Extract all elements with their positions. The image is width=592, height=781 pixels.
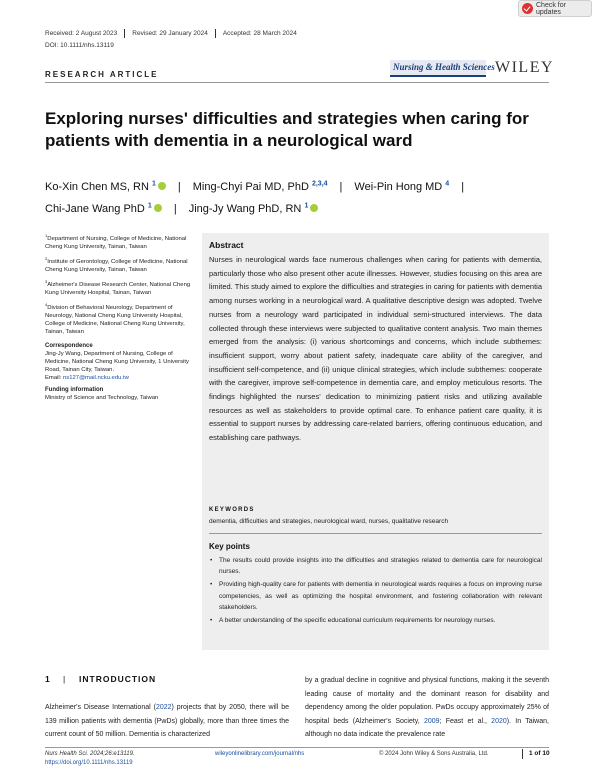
introduction-heading: 1 | INTRODUCTION	[45, 674, 157, 684]
journal-logo	[390, 60, 495, 77]
author[interactable]: Ming-Chyi Pai MD, PhD $^{2,3,4}$	[192, 180, 328, 193]
article-title: Exploring nurses' difficulties and strategies when caring for patients with dementia in a neurological ward	[45, 109, 529, 150]
affiliations-column	[45, 232, 191, 402]
keywords-heading: KEYWORDS	[209, 507, 255, 513]
received-date: Received: 2 August 2023	[45, 30, 118, 37]
author[interactable]: Chi-Jane Wang PhD $^1$	[45, 203, 162, 215]
citation-link[interactable]: 2009	[423, 717, 440, 725]
key-point: • A better understanding of the specific educational curriculum requirements for neurology nurses.	[209, 615, 542, 626]
header-divider	[45, 82, 549, 83]
article-dates	[45, 29, 304, 38]
check-updates-icon	[522, 3, 533, 14]
orcid-icon[interactable]	[158, 182, 166, 190]
citation-link[interactable]: 2022	[155, 704, 172, 711]
journal-logo-text: Nursing & Health Sciences	[393, 62, 495, 72]
introduction-text-left: Alzheimer's Disease International (2022) projects that by 2050, there will be 139 million patients with dementia (PwDs) globally, more than three times the current count of 50 million. Dementia is characterized	[45, 704, 289, 739]
accepted-date: Accepted: 28 March 2024	[215, 29, 304, 38]
footer-journal-citation: Nurs Health Sci. 2024;26:e13119.	[45, 751, 135, 757]
keywords-text: dementia, difficulties and strategies, neurological ward, nurses, qualitative research	[209, 518, 449, 525]
check-for-updates-button[interactable]	[518, 0, 592, 17]
email-link[interactable]: ns127@mail.ncku.edu.tw	[63, 374, 129, 381]
correspondence-text: Jing-Jy Wang, Department of Nursing, College of Medicine, National Cheng Kung University, 1 University Road, Tainan City, Taiwan.	[45, 350, 189, 373]
abstract-heading: Abstract	[209, 240, 244, 250]
section-number: 1	[45, 674, 51, 684]
author[interactable]: Wei-Pin Hong MD $^4$	[354, 180, 450, 193]
key-point: • The results could provide insights into the difficulties and strategies related to dementia care for neurological nurses.	[209, 555, 542, 577]
funding-text: Ministry of Science and Technology, Taiwan	[45, 394, 159, 401]
key-points-list	[209, 555, 542, 628]
introduction-text-right: by a gradual decline in cognitive and physical functions, making it the seventh leading cause of mortality and the dominant reason for disability and dependency among the older population. PwDs occupy approximately 25% of hospital beds (Alzheimer's Society, 2009; Feast et al., 2020). In Taiwan, although no data indicate the prevalence rate	[305, 677, 549, 739]
affiliation: $^3$Alzheimer's Disease Research Center, National Cheng Kung University Hospital, Tainan, Taiwan	[45, 278, 191, 296]
author[interactable]: Jing-Jy Wang PhD, RN $^1$	[189, 203, 319, 215]
affiliation: $^1$Department of Nursing, College of Medicine, National Cheng Kung University, Tainan, Taiwan	[45, 233, 187, 250]
funding-heading: Funding information	[45, 386, 104, 393]
doi: DOI: 10.1111/nhs.13119	[45, 42, 114, 49]
footer-copyright: © 2024 John Wiley & Sons Australia, Ltd.	[379, 751, 489, 757]
footer-doi-link[interactable]: https://doi.org/10.1111/nhs.13119	[45, 760, 133, 766]
correspondence-email: Email: ns127@mail.ncku.edu.tw	[45, 374, 129, 381]
section-title: INTRODUCTION	[79, 674, 157, 684]
orcid-icon[interactable]	[154, 204, 162, 212]
footer-journal-link[interactable]: wileyonlinelibrary.com/journal/nhs	[215, 751, 305, 757]
author[interactable]: Ko-Xin Chen MS, RN $^1$	[45, 181, 166, 193]
revised-date: Revised: 29 January 2024	[124, 29, 215, 38]
keywords-divider	[209, 533, 542, 534]
footer-divider	[45, 747, 549, 748]
article-type: RESEARCH ARTICLE	[45, 70, 159, 79]
affiliation: $^2$Institute of Gerontology, College of Medicine, National Cheng Kung University, Tainan, Taiwan	[45, 255, 188, 273]
page-number: 1 of 10	[522, 749, 550, 759]
orcid-icon[interactable]	[310, 204, 318, 212]
abstract-text: Nurses in neurological wards face numerous challenges when caring for patients with dementia, particularly those who also present other acute illnesses. However, studies focusing on this area are limited. This study aimed to explore the difficulties and strategies in caring for patients with dementia among nurses working in a neurological ward. A qualitative descriptive design was adopted. Twelve nurses from a neurology ward participated in individual semi-structured interviews. The data collected through these interviews were subjected to qualitative content analysis. Two main themes emerged from the analysis: (i) various shortcomings and concerns, which include subthemes: insufficient support, worry about patient safety, inadequate care ability of the caregiver, and insufficient self-competence, and (ii) unique clinical strategies, which include subthemes: cooperate with the caregiver, improve self-competence in dementia care, and employ meticulous resorts. The findings highlighted the nurses' dedication to minimizing patient risks and utilizing available resources as well as stakeholders to provide optimal care. To enhance patient care quality, it is essential to support nurses by addressing care-related barriers, offering continuous education, and establishing care pathways.	[209, 255, 542, 443]
key-point: • Providing high-quality care for patients with dementia in neurological wards requires a focus on improving nurse competencies, as well as optimizing the hospital environment, and fostering collaboration with relevant stakeholders.	[209, 579, 542, 613]
citation-link[interactable]: 2020	[491, 717, 507, 725]
key-points-heading: Key points	[209, 542, 250, 551]
check-updates-label: Check for updates	[536, 1, 566, 16]
publisher-logo: WILEY	[495, 59, 555, 76]
affiliation: $^4$Division of Behavioral Neurology, Department of Neurology, National Cheng Kung University Hospital, College of Medicine, National Cheng Kung University, Tainan, Taiwan	[45, 301, 185, 335]
author-list: Ko-Xin Chen MS, RN $^1$ | Ming-Chyi Pai MD, PhD $^{2,3,4}$ | Wei-Pin Hong MD $^4$ | Chi-Jane Wang PhD $^1$ | Jing-Jy Wang PhD, RN $^1$	[45, 180, 465, 216]
correspondence-heading: Correspondence	[45, 342, 93, 349]
